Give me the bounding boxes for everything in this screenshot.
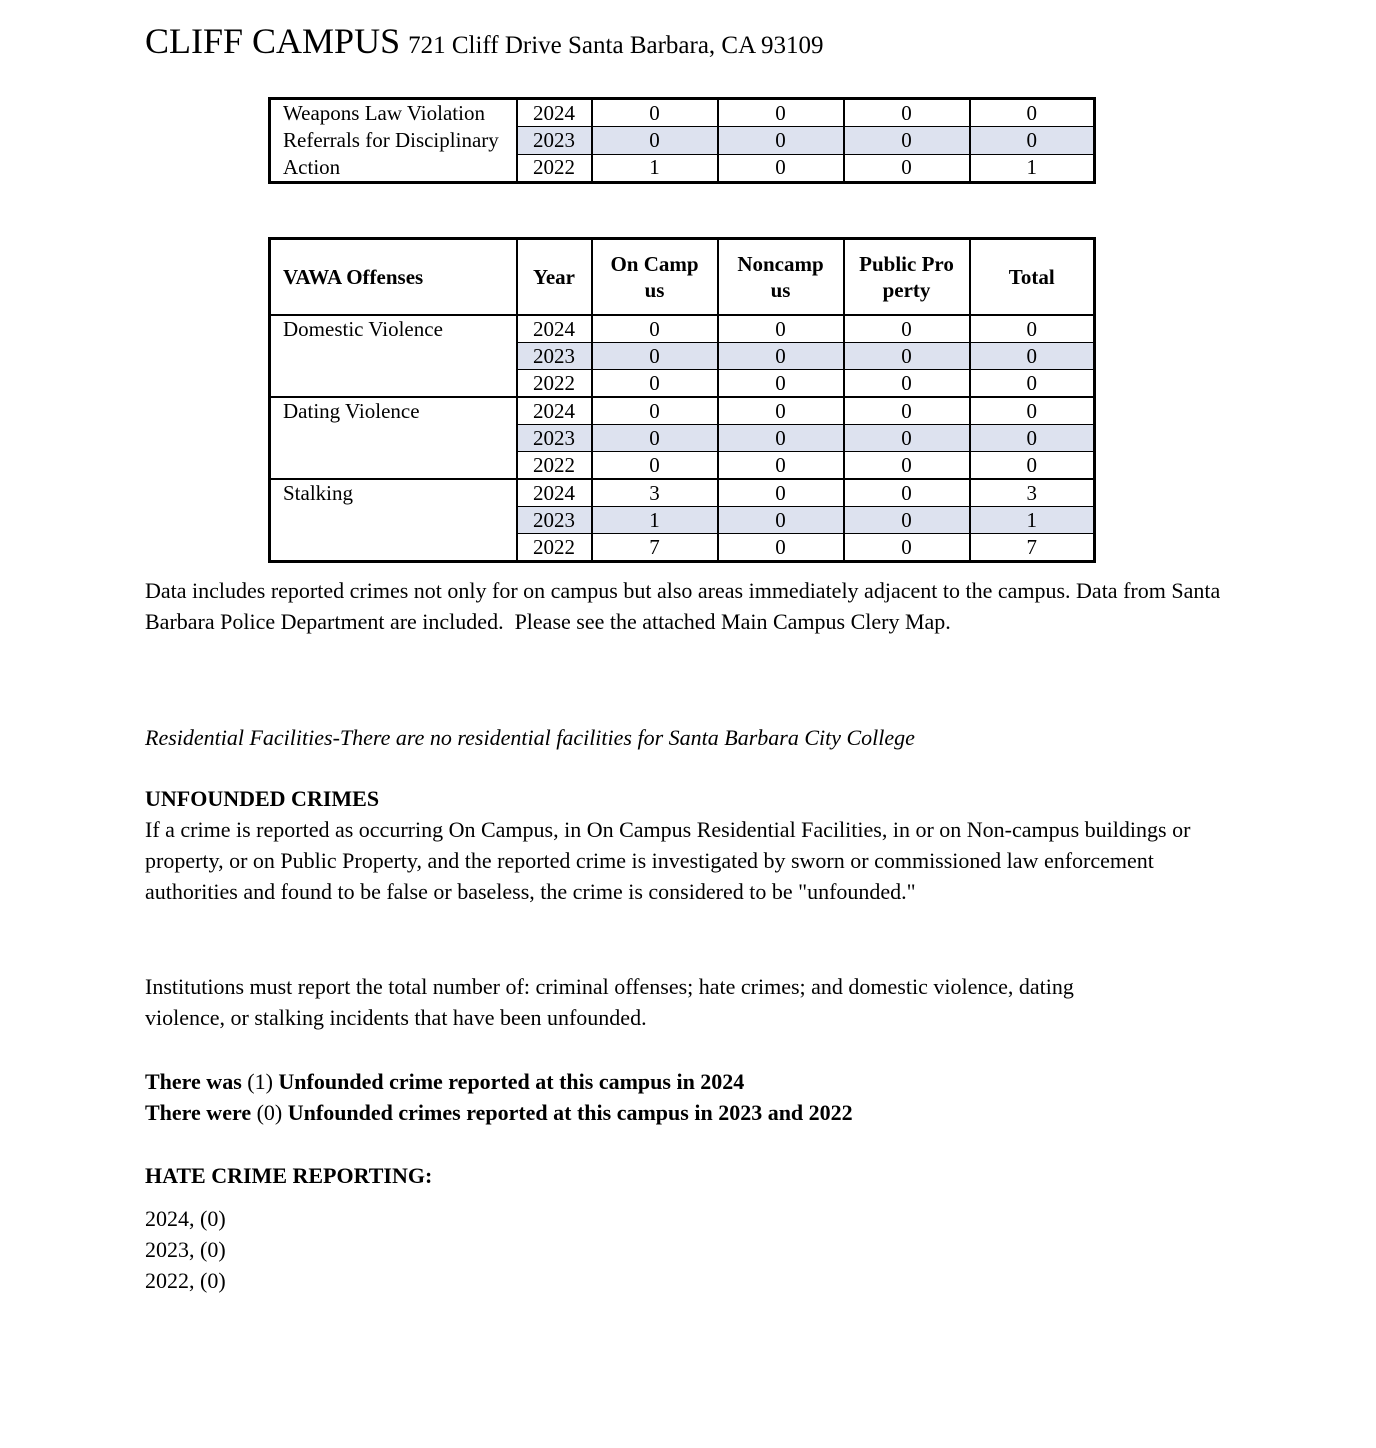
year-cell: 2023 — [517, 507, 592, 534]
value-cell: 1 — [592, 154, 718, 182]
vawa-offenses-table — [268, 237, 1096, 563]
hate-crime-years-list — [145, 1203, 226, 1296]
year-cell: 2024 — [517, 315, 592, 343]
offense-label: Weapons Law Violation Referrals for Disciplinary Action — [270, 99, 517, 183]
value-cell: 0 — [718, 479, 844, 507]
weapons-referrals-table — [268, 97, 1096, 184]
value-cell: 0 — [844, 534, 970, 562]
year-cell: 2024 — [517, 479, 592, 507]
value-cell: 0 — [970, 343, 1095, 370]
unfounded-statement-2024 — [145, 1066, 853, 1097]
table-row — [270, 315, 1095, 343]
value-cell: 0 — [592, 370, 718, 398]
value-cell: 0 — [844, 127, 970, 154]
value-cell: 0 — [844, 397, 970, 425]
reporting-rule-paragraph: Institutions must report the total number of: criminal offenses; hate crimes; and domestic violence, dating violence, or stalking incidents that have been unfounded. — [145, 974, 1080, 1030]
value-cell: 0 — [844, 507, 970, 534]
offense-label: Stalking — [270, 479, 517, 562]
value-cell: 0 — [718, 315, 844, 343]
col-header-offense: VAWA Offenses — [270, 239, 517, 316]
data-note-paragraph: Data includes reported crimes not only for on campus but also areas immediately adjacent to the campus. Data from Santa Barbara Police Department are included. Please see the attached Main Campus Clery Map. — [145, 578, 1226, 634]
page-header — [145, 20, 824, 62]
year-cell: 2023 — [517, 343, 592, 370]
hate-crime-year-2023: 2023, (0) — [145, 1237, 226, 1262]
value-cell: 3 — [970, 479, 1095, 507]
value-cell: 0 — [718, 343, 844, 370]
col-header-on-campus: On Campus — [592, 239, 718, 316]
value-cell: 0 — [844, 452, 970, 480]
year-cell: 2024 — [517, 397, 592, 425]
value-cell: 0 — [970, 425, 1095, 452]
value-cell: 0 — [844, 479, 970, 507]
value-cell: 0 — [592, 343, 718, 370]
year-cell: 2024 — [517, 99, 592, 127]
hate-crime-heading: HATE CRIME REPORTING: — [145, 1163, 433, 1188]
value-cell: 0 — [970, 127, 1095, 154]
offense-label: Domestic Violence — [270, 315, 517, 397]
value-cell: 0 — [844, 315, 970, 343]
value-cell: 0 — [592, 99, 718, 127]
value-cell: 0 — [592, 425, 718, 452]
table-row — [270, 397, 1095, 425]
value-cell: 0 — [718, 370, 844, 398]
unfounded-statements — [145, 1066, 853, 1128]
hate-crime-year-2022: 2022, (0) — [145, 1268, 226, 1293]
col-header-total: Total — [970, 239, 1095, 316]
value-cell: 1 — [970, 154, 1095, 182]
value-cell: 0 — [844, 370, 970, 398]
campus-title: CLIFF CAMPUS — [145, 21, 401, 61]
value-cell: 3 — [592, 479, 718, 507]
value-cell: 0 — [718, 99, 844, 127]
value-cell: 0 — [718, 452, 844, 480]
value-cell: 1 — [592, 507, 718, 534]
value-cell: 0 — [592, 315, 718, 343]
value-cell: 0 — [844, 99, 970, 127]
value-cell: 0 — [970, 452, 1095, 480]
table-row — [270, 479, 1095, 507]
campus-address: 721 Cliff Drive Santa Barbara, CA 93109 — [408, 32, 824, 59]
year-cell: 2023 — [517, 127, 592, 154]
value-cell: 1 — [970, 507, 1095, 534]
statement-prefix: There were — [145, 1100, 252, 1125]
statement-count: (0) — [256, 1100, 283, 1125]
value-cell: 0 — [718, 397, 844, 425]
value-cell: 0 — [718, 425, 844, 452]
statement-suffix: Unfounded crime reported at this campus in 2024 — [278, 1069, 745, 1094]
value-cell: 7 — [970, 534, 1095, 562]
value-cell: 0 — [970, 370, 1095, 398]
year-cell: 2022 — [517, 370, 592, 398]
table-row — [270, 99, 1095, 127]
year-cell: 2022 — [517, 452, 592, 480]
value-cell: 0 — [718, 534, 844, 562]
unfounded-definition-paragraph: If a crime is reported as occurring On Campus, in On Campus Residential Facilities, in or on Non-campus buildings or property, or on Public Property, and the reported crime is investigated by sworn or commissioned law enforcement authorities and found to be false or baseless, the crime is considered to be "unfounded." — [145, 817, 1196, 904]
col-header-public-property: Public Property — [844, 239, 970, 316]
year-cell: 2022 — [517, 154, 592, 182]
value-cell: 0 — [592, 397, 718, 425]
year-cell: 2023 — [517, 425, 592, 452]
table-header-row — [270, 239, 1095, 316]
value-cell: 0 — [718, 127, 844, 154]
unfounded-crimes-heading: UNFOUNDED CRIMES — [145, 786, 380, 811]
offense-label: Dating Violence — [270, 397, 517, 479]
value-cell: 0 — [718, 507, 844, 534]
col-header-noncampus: Noncampus — [718, 239, 844, 316]
residential-facilities-note: Residential Facilities-There are no residential facilities for Santa Barbara City College — [145, 725, 915, 750]
value-cell: 0 — [970, 397, 1095, 425]
year-cell: 2022 — [517, 534, 592, 562]
statement-prefix: There was — [145, 1069, 242, 1094]
hate-crime-year-2024: 2024, (0) — [145, 1206, 226, 1231]
value-cell: 0 — [592, 452, 718, 480]
value-cell: 0 — [844, 425, 970, 452]
value-cell: 0 — [592, 127, 718, 154]
unfounded-statement-prior — [145, 1097, 853, 1128]
value-cell: 0 — [970, 315, 1095, 343]
value-cell: 0 — [844, 343, 970, 370]
value-cell: 0 — [844, 154, 970, 182]
value-cell: 7 — [592, 534, 718, 562]
col-header-year: Year — [517, 239, 592, 316]
value-cell: 0 — [970, 99, 1095, 127]
statement-suffix: Unfounded crimes reported at this campus in 2023 and 2022 — [287, 1100, 853, 1125]
statement-count: (1) — [247, 1069, 273, 1094]
value-cell: 0 — [718, 154, 844, 182]
